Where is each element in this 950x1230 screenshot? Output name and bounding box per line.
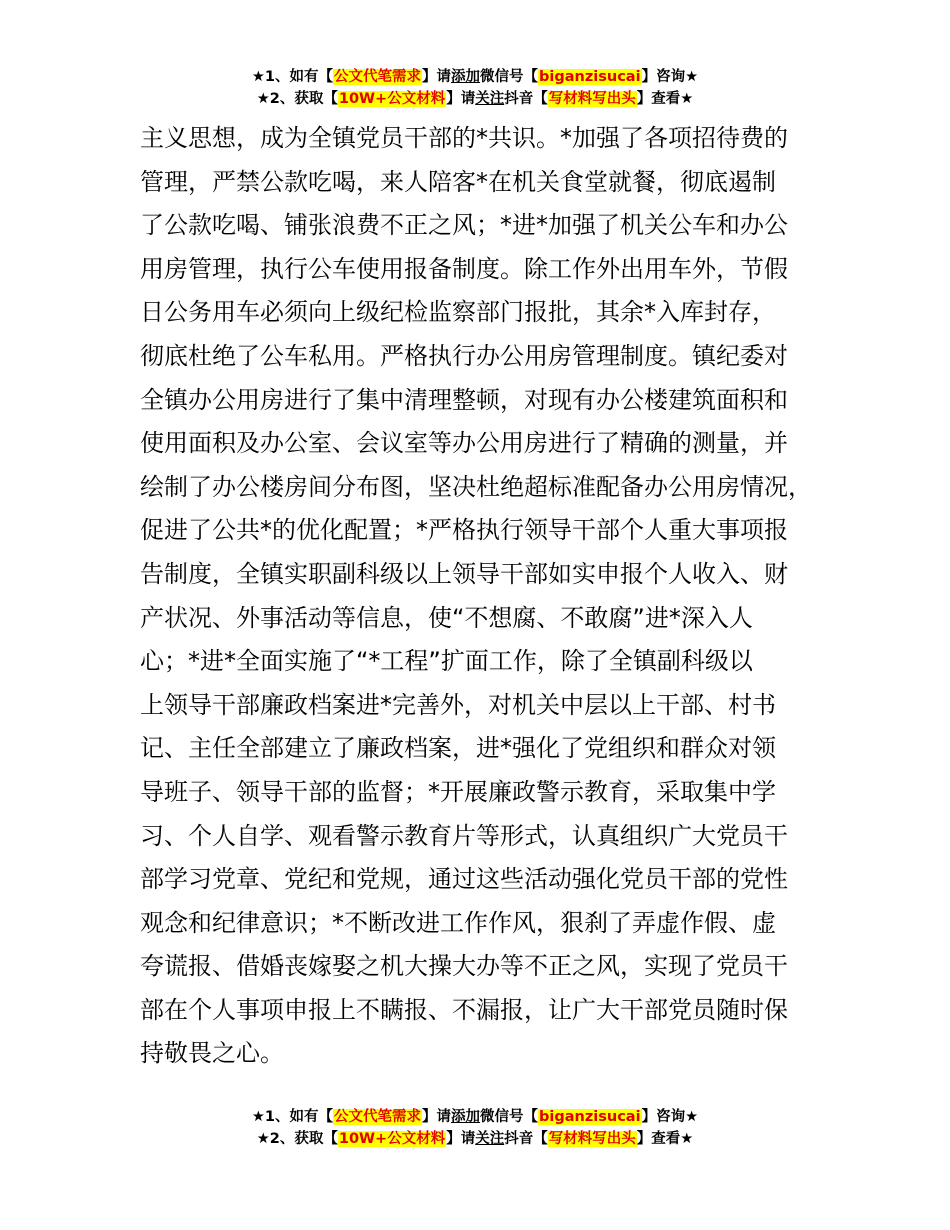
footer-line-2-suffix: 】查看★ [636,1131,694,1147]
body-line: 促进了公共*的优化配置；*严格执行领导干部个人重大事项报 [140,516,788,545]
body-line: 告制度，全镇实职副科级以上领导干部如实申报个人收入、财 [140,559,788,588]
highlight-wechat-id: biganzisucai [539,69,641,85]
header-line-1 [0,66,950,88]
body-line: 使用面积及办公室、会议室等办公用房进行了精确的测量，并 [140,429,788,458]
footer-line-2-underline: 关注 [475,1131,505,1147]
header-line-2-text: 】请 [446,91,476,107]
body-line: 记、主任全部建立了廉政档案，进*强化了党组织和群众对领 [140,734,776,763]
header-line-1-suffix: 】咨询★ [641,69,699,85]
body-line: 心；*进*全面实施了“*工程”扩面工作，除了全镇副科级以 [140,647,753,676]
body-line: 主义思想，成为全镇党员干部的*共识。*加强了各项招待费的 [140,124,788,152]
body-line: 全镇办公用房进行了集中清理整顿，对现有办公楼建筑面积和 [140,385,788,414]
footer-line-2-prefix: ★2、获取【 [256,1131,338,1147]
body-line: 了公款吃喝、铺张浪费不正之风；*进*加强了机关公车和办公 [140,211,788,240]
highlight-materials: 10W+公文材料 [338,1131,446,1147]
footer-line-2-text: 】请 [446,1131,476,1147]
body-line: 部在个人事项申报上不瞒报、不漏报，让广大干部党员随时保 [140,995,788,1024]
highlight-writing-service: 公文代笔需求 [334,1109,422,1125]
body-line: 夸谎报、借婚丧嫁娶之机大操大办等不正之风，实现了党员干 [140,952,788,981]
footer-line-1-text: 】请 [422,1109,452,1125]
footer-line-1-suffix: 】咨询★ [641,1109,699,1125]
footer-line-1 [0,1106,950,1128]
footer-line-1-text: 微信号【 [480,1109,539,1125]
body-line: 持敬畏之心。 [140,1039,284,1068]
body-line: 习、个人自学、观看警示教育片等形式，认真组织广大党员干 [140,821,788,850]
document-body [140,117,840,1076]
body-line: 彻底杜绝了公车私用。严格执行办公用房管理制度。镇纪委对 [140,341,788,370]
header-line-1-text: 】请 [422,69,452,85]
body-line: 产状况、外事活动等信息，使“不想腐、不敢腐”进*深入人 [140,603,753,632]
footer-line-2-text: 抖音【 [504,1131,548,1147]
header-line-2 [0,88,950,110]
body-line: 用房管理，执行公车使用报备制度。除工作外出用车外，节假 [140,254,788,283]
body-line: 日公务用车必须向上级纪检监察部门报批，其余*入库封存， [140,298,776,327]
header-line-1-prefix: ★1、如有【 [251,69,334,85]
body-line: 上领导干部廉政档案进*完善外，对机关中层以上干部、村书 [140,690,776,719]
header-line-2-prefix: ★2、获取【 [256,91,338,107]
footer-line-1-underline: 添加 [451,1109,481,1125]
header-line-2-underline: 关注 [475,91,505,107]
body-line: 观念和纪律意识；*不断改进工作作风，狠刹了弄虚作假、虚 [140,908,776,937]
header-line-1-underline: 添加 [451,69,481,85]
body-line: 管理，严禁公款吃喝，来人陪客*在机关食堂就餐，彻底遏制 [140,167,776,196]
header-banner [0,66,950,110]
highlight-writing-service: 公文代笔需求 [334,69,422,85]
header-line-2-suffix: 】查看★ [636,91,694,107]
header-line-2-text: 抖音【 [504,91,548,107]
footer-banner [0,1106,950,1150]
highlight-wechat-id: biganzisucai [539,1109,641,1125]
body-line: 导班子、领导干部的监督；*开展廉政警示教育，采取集中学 [140,777,776,806]
header-line-1-text: 微信号【 [480,69,539,85]
footer-line-1-prefix: ★1、如有【 [251,1109,334,1125]
body-line: 部学习党章、党纪和党规，通过这些活动强化党员干部的党性 [140,865,788,894]
highlight-materials: 10W+公文材料 [338,91,446,107]
body-line: 绘制了办公楼房间分布图，坚决杜绝超标准配备办公用房情况， [140,472,812,501]
footer-line-2 [0,1128,950,1150]
highlight-douyin-account: 写材料写出头 [548,1131,636,1147]
highlight-douyin-account: 写材料写出头 [548,91,636,107]
